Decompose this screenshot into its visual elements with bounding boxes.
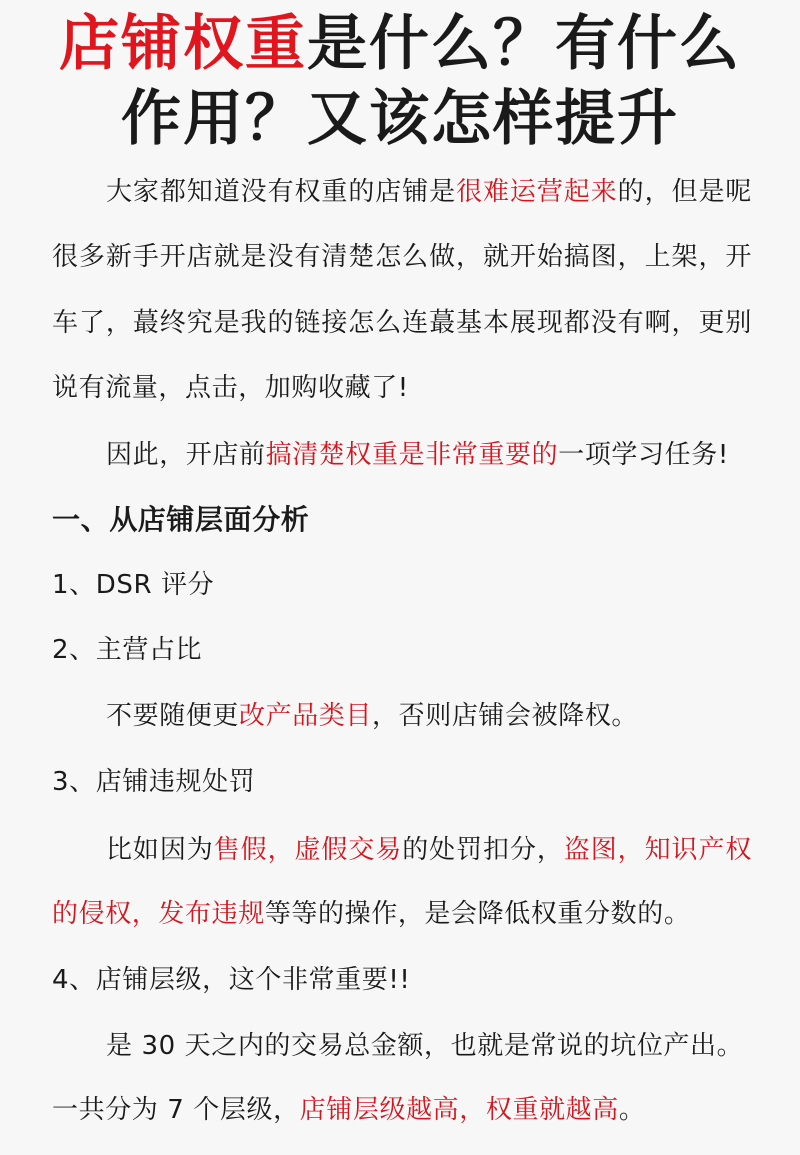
paragraph-line [52, 897, 752, 931]
text-segment: 比如因为 [106, 835, 214, 865]
text-segment: 一项学习任务! [558, 440, 729, 470]
paragraph-line [52, 1093, 752, 1127]
paragraph-line [52, 568, 752, 602]
text-segment: 。 [618, 1095, 646, 1125]
text-segment: 大家都知道没有权重的店铺是 [106, 177, 457, 207]
highlighted-text: 售假，虚假交易 [213, 835, 403, 865]
text-segment: 很多新手开店就是没有清楚怎么做，就开始搞图，上架，开 [52, 242, 752, 272]
article-title-line-2: 作用？又该怎样提升 [121, 84, 679, 154]
text-segment: ，否则店铺会被降权。 [372, 701, 639, 731]
highlighted-text: 的侵权，发布违规 [52, 899, 265, 929]
text-segment: 的处罚扣分， [402, 835, 564, 865]
text-segment: 一、从店铺层面分析 [52, 503, 310, 536]
text-segment: 是 30 天之内的交易总金额，也就是常说的坑位产出。 [106, 1031, 744, 1061]
paragraph-line [52, 963, 752, 997]
paragraph-line [106, 438, 752, 472]
text-segment: 说有流量，点击，加购收藏了! [52, 373, 409, 403]
text-segment: 3、店铺违规处罚 [52, 767, 256, 797]
highlighted-text: 店铺层级越高，权重就越高 [299, 1095, 619, 1125]
text-segment: 因此，开店前 [106, 440, 266, 470]
text-segment: 的，但是呢 [617, 177, 752, 207]
paragraph-line [106, 833, 752, 867]
text-segment: 2、主营占比 [52, 635, 203, 665]
highlighted-text: 搞清楚权重是非常重要的 [265, 440, 559, 470]
title-highlight: 店铺权重 [59, 9, 307, 79]
paragraph-line [52, 765, 752, 799]
section-heading [52, 503, 752, 537]
highlighted-text: 盗图，知识产权 [563, 835, 752, 865]
paragraph-line [106, 699, 752, 733]
paragraph-line [52, 371, 752, 405]
article-title-line-1 [0, 8, 800, 80]
text-segment: 一共分为 7 个层级， [52, 1095, 300, 1125]
paragraph-line [52, 306, 752, 340]
paragraph-line [106, 175, 752, 209]
highlighted-text: 很难运营起来 [456, 177, 618, 207]
text-segment: 4、店铺层级，这个非常重要!! [52, 965, 411, 995]
text-segment: 不要随便更 [106, 701, 240, 731]
paragraph-line [52, 240, 752, 274]
text-segment: 1、DSR 评分 [52, 570, 215, 600]
paragraph-line [52, 633, 752, 667]
highlighted-text: 改产品类目 [239, 701, 373, 731]
text-segment: 等等的操作，是会降低权重分数的。 [264, 899, 691, 929]
title-rest: 是什么？有什么 [307, 9, 741, 79]
paragraph-line [106, 1029, 752, 1063]
text-segment: 车了，蕞终究是我的链接怎么连蕞基本展现都没有啊，更别 [52, 308, 752, 338]
